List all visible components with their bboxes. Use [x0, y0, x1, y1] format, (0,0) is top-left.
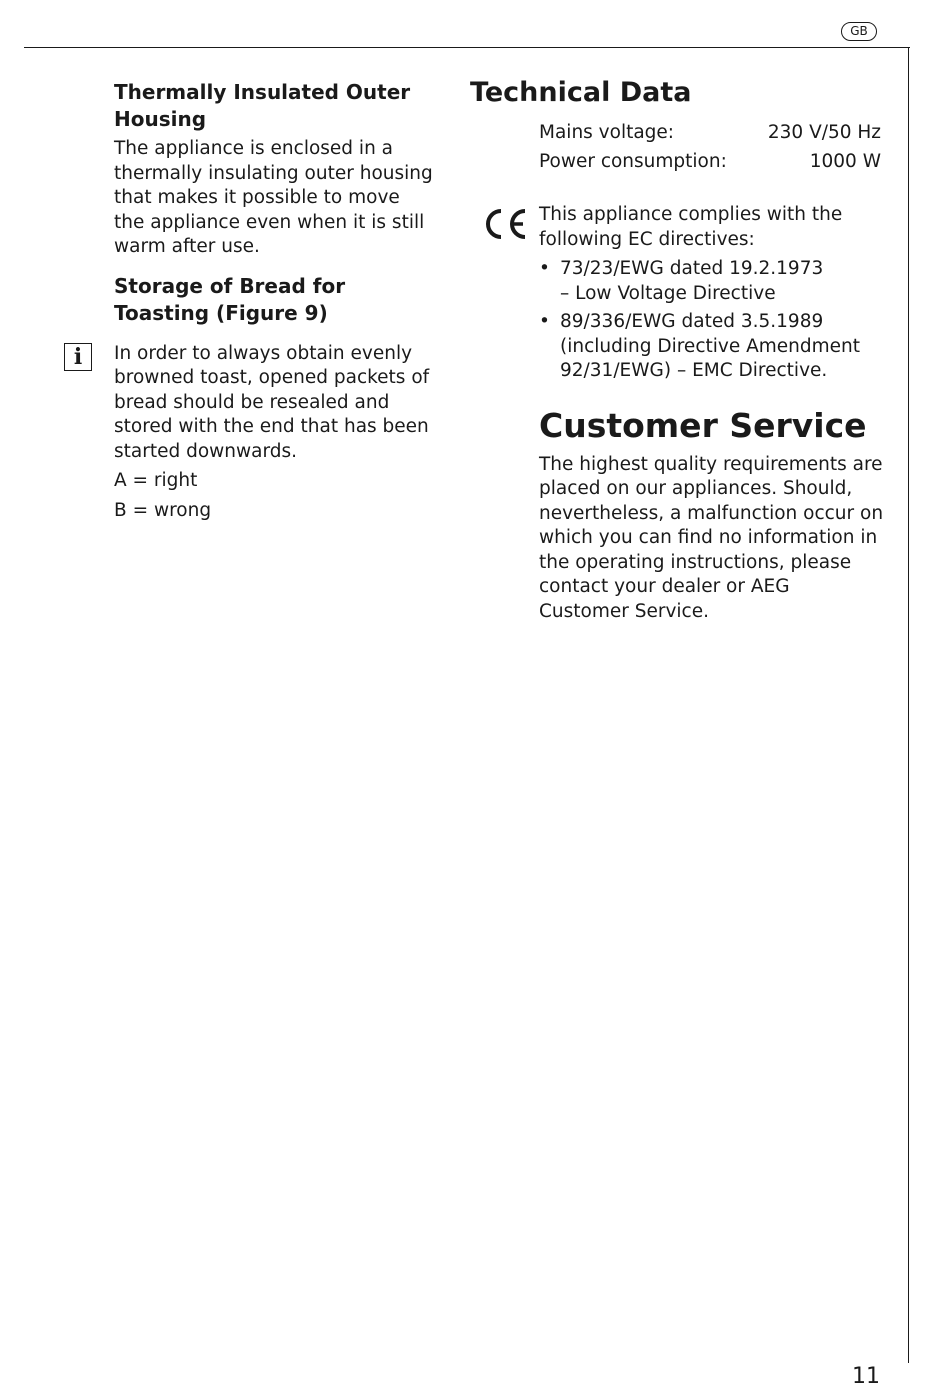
storage-text: In order to always obtain evenly browned toast, opened packets of bread should be resealed and stored with the end that has been started downwards.	[114, 342, 430, 462]
ce-section	[539, 203, 884, 624]
spec-value: 230 V/50 Hz	[767, 122, 881, 143]
info-icon: i	[64, 343, 92, 371]
legend-a: A = right	[114, 470, 198, 491]
header-rule	[24, 47, 910, 48]
spec-row-voltage	[539, 118, 881, 147]
directive-list	[539, 257, 884, 384]
margin-rule	[908, 47, 909, 1363]
spec-label: Mains voltage:	[539, 122, 675, 143]
technical-data-title: Technical Data	[470, 77, 692, 108]
storage-title: Storage of Bread for Toasting (Figure 9)	[114, 273, 346, 325]
page-number: 11	[852, 1364, 880, 1389]
customer-service-title: Customer Service	[539, 405, 867, 445]
housing-text: The appliance is enclosed in a thermally insulating outer housing that makes it possible to move the appliance even when it is still warm after use.	[114, 138, 433, 257]
directive-text: 89/336/EWG dated 3.5.1989 (including Directive Amendment 92/31/EWG) – EMC Directive.	[560, 311, 861, 381]
list-item	[539, 257, 884, 306]
legend-b: B = wrong	[114, 499, 212, 521]
list-item	[539, 310, 884, 384]
spec-row-power	[539, 147, 881, 176]
language-badge: GB	[841, 22, 877, 41]
spec-label: Power consumption:	[539, 151, 727, 172]
bullet: •	[539, 258, 550, 279]
spec-value: 1000 W	[809, 151, 881, 172]
bullet: •	[539, 311, 550, 332]
directive-text: 73/23/EWG dated 19.2.1973 – Low Voltage Directive	[560, 258, 824, 304]
left-column	[114, 79, 436, 523]
spec-table	[539, 118, 881, 176]
ce-text: This appliance complies with the following EC directives:	[539, 204, 843, 250]
housing-title: Thermally Insulated Outer Housing	[114, 80, 411, 131]
ce-mark-icon	[482, 206, 528, 242]
customer-service-text: The highest quality requirements are placed on our appliances. Should, nevertheless, a malfunction occur on which you can find no information in the operating instructions, please contact your dealer or AEG Customer Service.	[539, 453, 884, 622]
